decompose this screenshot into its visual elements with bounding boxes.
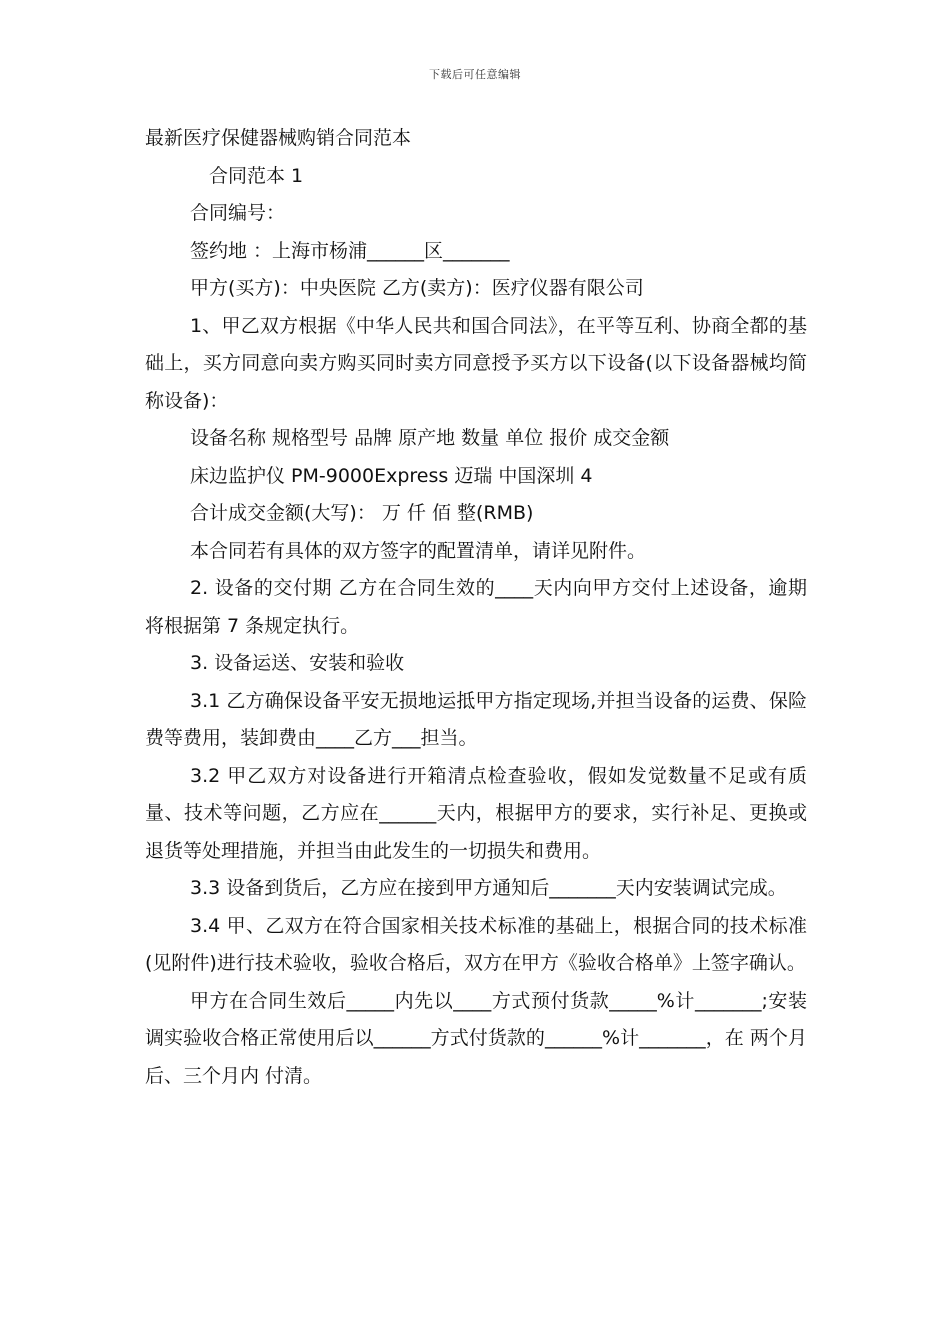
contract-number: 合同编号： [190,202,286,224]
equipment-table-header: 设备名称 规格型号 品牌 原产地 数量 单位 报价 成交金额 [190,427,670,449]
equipment-table-row: 床边监护仪 PM-9000Express 迈瑞 中国深圳 4 [190,464,593,487]
attachment-note: 本合同若有具体的双方签字的配置清单，请详见附件。 [190,539,647,562]
document-subtitle: 合同范本 1 [209,164,304,187]
total-amount: 合计成交金额(大写)： 万 仟 佰 整(RMB) [190,502,534,524]
clause-1: 1、甲乙双方根据《中华人民共和国合同法》，在平等互利、协商全都的基础上，买方同意向卖方购买同时卖方同意授予买方以下设备(以下设备器械均简称设备)： [145,314,807,412]
payment-terms: 甲方在合同生效后_____内先以____方式预付货款_____%计_______;安装调实验收合格正常使用后以______方式付货款的______%计_______，在 两个月后、三个月内 付清。 [145,989,807,1087]
clause-3-1: 3.1 乙方确保设备平安无损地运抵甲方指定现场,并担当设备的运费、保险费等费用，装卸费由____乙方___担当。 [145,689,807,749]
clause-2: 2. 设备的交付期 乙方在合同生效的____天内向甲方交付上述设备，逾期将根据第 7 条规定执行。 [145,577,807,637]
clause-3-2: 3.2 甲乙双方对设备进行开箱清点检查验收，假如发觉数量不足或有质量、技术等问题，乙方应在______天内，根据甲方的要求，实行补足、更换或退货等处理措施，并担当由此发生的一切损失和费用。 [145,764,807,862]
contract-parties: 甲方(买方)：中央医院 乙方(卖方)：医疗仪器有限公司 [190,277,644,299]
document-body [145,120,807,1095]
signing-place: 签约地 ：上海市杨浦______区_______ [190,239,510,262]
document-title: 最新医疗保健器械购销合同范本 [145,127,412,149]
clause-3-3: 3.3 设备到货后，乙方应在接到甲方通知后_______天内安装调试完成。 [190,877,787,899]
page-header: 下载后可任意编辑 [429,68,521,81]
clause-3: 3. 设备运送、安装和验收 [190,652,405,674]
clause-3-4: 3.4 甲、乙双方在符合国家相关技术标准的基础上，根据合同的技术标准(见附件)进行技术验收，验收合格后，双方在甲方《验收合格单》上签字确认。 [145,914,807,974]
